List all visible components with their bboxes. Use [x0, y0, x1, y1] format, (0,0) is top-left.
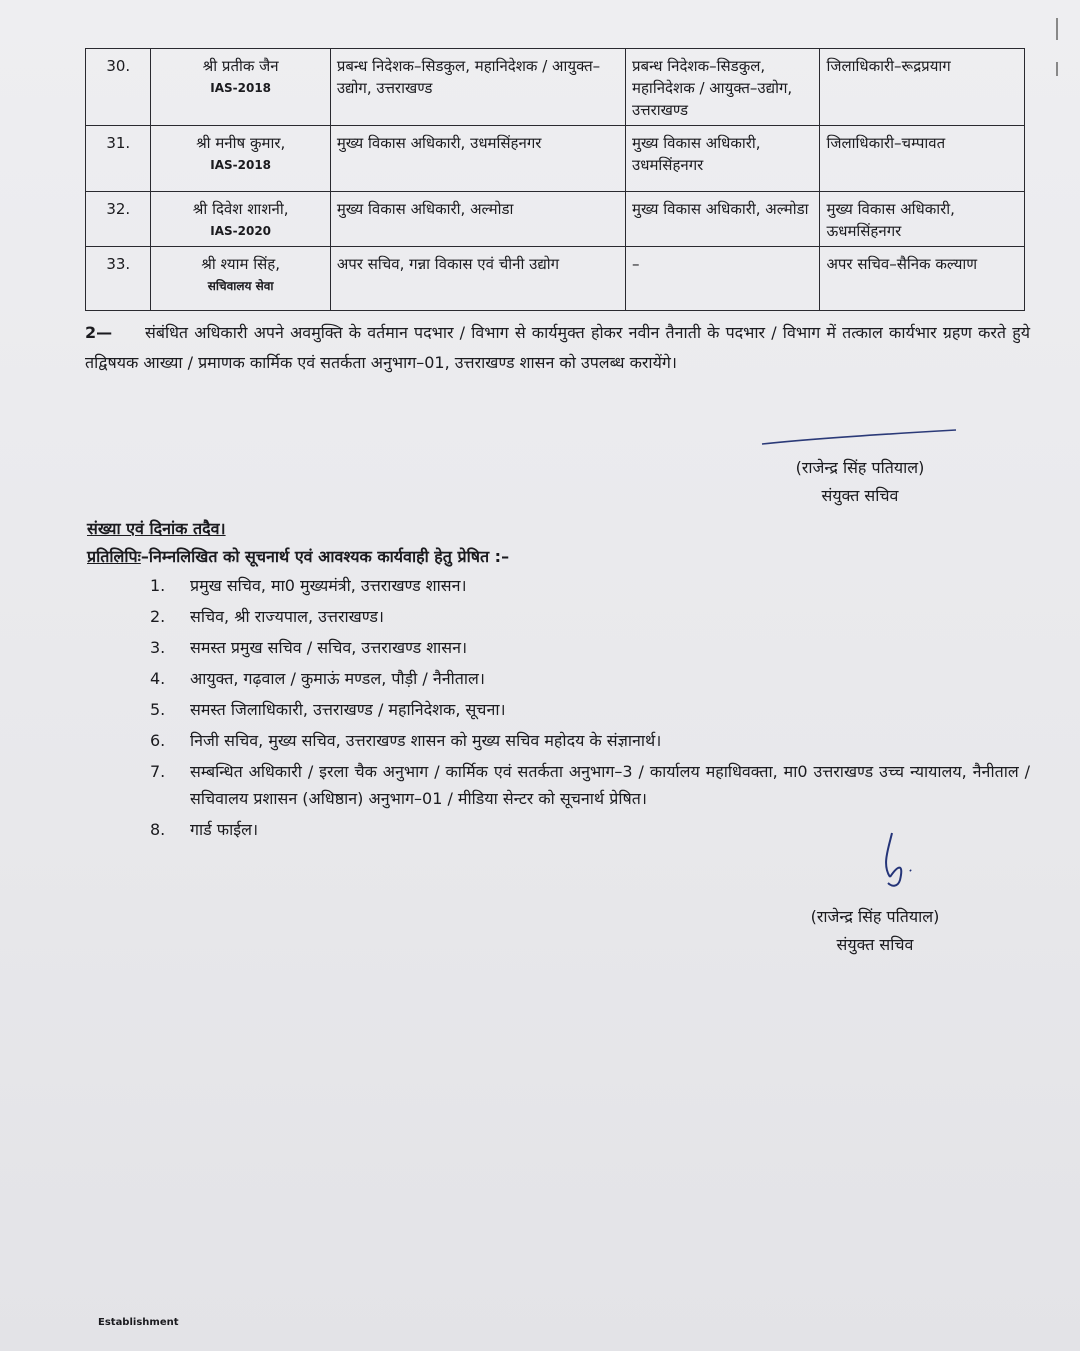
- copy-item-text: निजी सचिव, मुख्य सचिव, उत्तराखण्ड शासन को मुख्य सचिव महोदय के संज्ञानार्थ।: [190, 731, 662, 750]
- officer-name-cell: [151, 192, 330, 247]
- current-post-cell: मुख्य विकास अधिकारी, उधमसिंहनगर: [330, 126, 625, 192]
- copy-list-item: [150, 758, 1030, 812]
- signatory-block-1: [745, 454, 975, 510]
- serial-number-cell: 30.: [86, 49, 151, 126]
- pratilipi-text: –निम्नलिखित को सूचनार्थ एवं आवश्यक कार्यवाही हेतु प्रेषित :–: [140, 547, 510, 566]
- pratilipi-label: प्रतिलिपिः: [87, 547, 141, 566]
- serial-number-cell: 33.: [86, 247, 151, 311]
- paragraph-number: 2—: [85, 323, 113, 342]
- officer-service: सचिवालय सेवा: [207, 279, 274, 293]
- copy-item-number: 2.: [150, 607, 166, 626]
- sankhya-line: संख्या एवं दिनांक तदैव।: [87, 519, 226, 538]
- signature-mark-2: [870, 825, 930, 895]
- signatory-name: (राजेन्द्र सिंह पतियाल): [795, 458, 925, 477]
- copy-item-number: 5.: [150, 700, 166, 719]
- copy-list: [150, 572, 1030, 847]
- paragraph-text: संबंधित अधिकारी अपने अवमुक्ति के वर्तमान पदभार / विभाग से कार्यमुक्त होकर नवीन तैनाती के पदभार / विभाग में तत्काल कार्यभार ग्रहण करते हुये तद्विषयक आख्या / प्रमाणक कार्मिक एवं सतर्कता अनुभाग–01, उत्तराखण्ड शासन को उपलब्ध करायेंगे।: [85, 323, 1030, 372]
- copy-item-text: समस्त जिलाधिकारी, उत्तराखण्ड / महानिदेशक, सूचना।: [190, 700, 506, 719]
- signatory-designation: संयुक्त सचिव: [836, 935, 914, 954]
- officer-name: श्री मनीष कुमार,: [196, 134, 286, 152]
- current-post-cell: प्रबन्ध निदेशक–सिडकुल, महानिदेशक / आयुक्त–उद्योग, उत्तराखण्ड: [330, 49, 625, 126]
- relieved-post-cell: मुख्य विकास अधिकारी, उधमसिंहनगर: [626, 126, 820, 192]
- copy-item-text: सचिव, श्री राज्यपाल, उत्तराखण्ड।: [190, 607, 384, 626]
- signatory-designation: संयुक्त सचिव: [821, 486, 899, 505]
- relieved-post-cell: प्रबन्ध निदेशक–सिडकुल, महानिदेशक / आयुक्त–उद्योग, उत्तराखण्ड: [626, 49, 820, 126]
- table-row: [86, 49, 1025, 126]
- signatory-block-2: [760, 903, 990, 959]
- copy-list-item: [150, 572, 1030, 599]
- copy-item-text: सम्बन्धित अधिकारी / इरला चैक अनुभाग / कार्मिक एवं सतर्कता अनुभाग–3 / कार्यालय महाधिवक्ता, मा0 उत्तराखण्ड उच्च न्यायालय, नैनीताल / सचिवालय प्रशासन (अधिष्ठान) अनुभाग–01 / मीडिया सेन्टर को सूचनार्थ प्रेषित।: [190, 762, 1030, 808]
- officer-name: श्री श्याम सिंह,: [201, 255, 281, 273]
- copy-item-text: आयुक्त, गढ़वाल / कुमाऊं मण्डल, पौड़ी / नैनीताल।: [190, 669, 485, 688]
- officer-service: IAS-2018: [210, 81, 272, 95]
- copy-item-number: 8.: [150, 820, 166, 839]
- table-row: [86, 247, 1025, 311]
- copy-item-number: 1.: [150, 576, 166, 595]
- new-post-cell: जिलाधिकारी–चम्पावत: [820, 126, 1025, 192]
- officer-name-cell: [151, 126, 330, 192]
- copy-item-text: समस्त प्रमुख सचिव / सचिव, उत्तराखण्ड शासन।: [190, 638, 468, 657]
- margin-mark: [1056, 62, 1058, 76]
- serial-number-cell: 31.: [86, 126, 151, 192]
- copy-list-item: [150, 727, 1030, 754]
- copy-item-number: 6.: [150, 731, 166, 750]
- relieved-post-cell: –: [626, 247, 820, 311]
- instruction-paragraph: [85, 318, 1030, 378]
- footer-label: Establishment: [98, 1317, 179, 1328]
- signature-mark-1: [760, 428, 960, 448]
- serial-number-cell: 32.: [86, 192, 151, 247]
- pratilipi-line: [87, 545, 509, 567]
- current-post-cell: अपर सचिव, गन्ना विकास एवं चीनी उद्योग: [330, 247, 625, 311]
- copy-list-item: [150, 603, 1030, 630]
- new-post-cell: अपर सचिव–सैनिक कल्याण: [820, 247, 1025, 311]
- transfer-table: [85, 48, 1025, 311]
- copy-item-text: गार्ड फाईल।: [190, 820, 259, 839]
- new-post-cell: जिलाधिकारी–रूद्रप्रयाग: [820, 49, 1025, 126]
- copy-item-number: 4.: [150, 669, 166, 688]
- table-row: [86, 126, 1025, 192]
- officer-service: IAS-2018: [210, 158, 272, 172]
- signatory-name: (राजेन्द्र सिंह पतियाल): [810, 907, 940, 926]
- officer-service: IAS-2020: [210, 224, 272, 238]
- copy-item-text: प्रमुख सचिव, मा0 मुख्यमंत्री, उत्तराखण्ड शासन।: [190, 576, 467, 595]
- current-post-cell: मुख्य विकास अधिकारी, अल्मोडा: [330, 192, 625, 247]
- relieved-post-cell: मुख्य विकास अधिकारी, अल्मोडा: [626, 192, 820, 247]
- copy-list-item: [150, 696, 1030, 723]
- officer-name: श्री दिवेश शाशनी,: [192, 200, 289, 218]
- officer-name-cell: [151, 247, 330, 311]
- copy-list-item: [150, 634, 1030, 661]
- copy-item-number: 7.: [150, 762, 166, 781]
- officer-name: श्री प्रतीक जैन: [202, 57, 279, 75]
- margin-mark: [1056, 18, 1058, 40]
- new-post-cell: मुख्य विकास अधिकारी, ऊधमसिंहनगर: [820, 192, 1025, 247]
- copy-item-number: 3.: [150, 638, 166, 657]
- officer-name-cell: [151, 49, 330, 126]
- copy-list-item: [150, 665, 1030, 692]
- table-row: [86, 192, 1025, 247]
